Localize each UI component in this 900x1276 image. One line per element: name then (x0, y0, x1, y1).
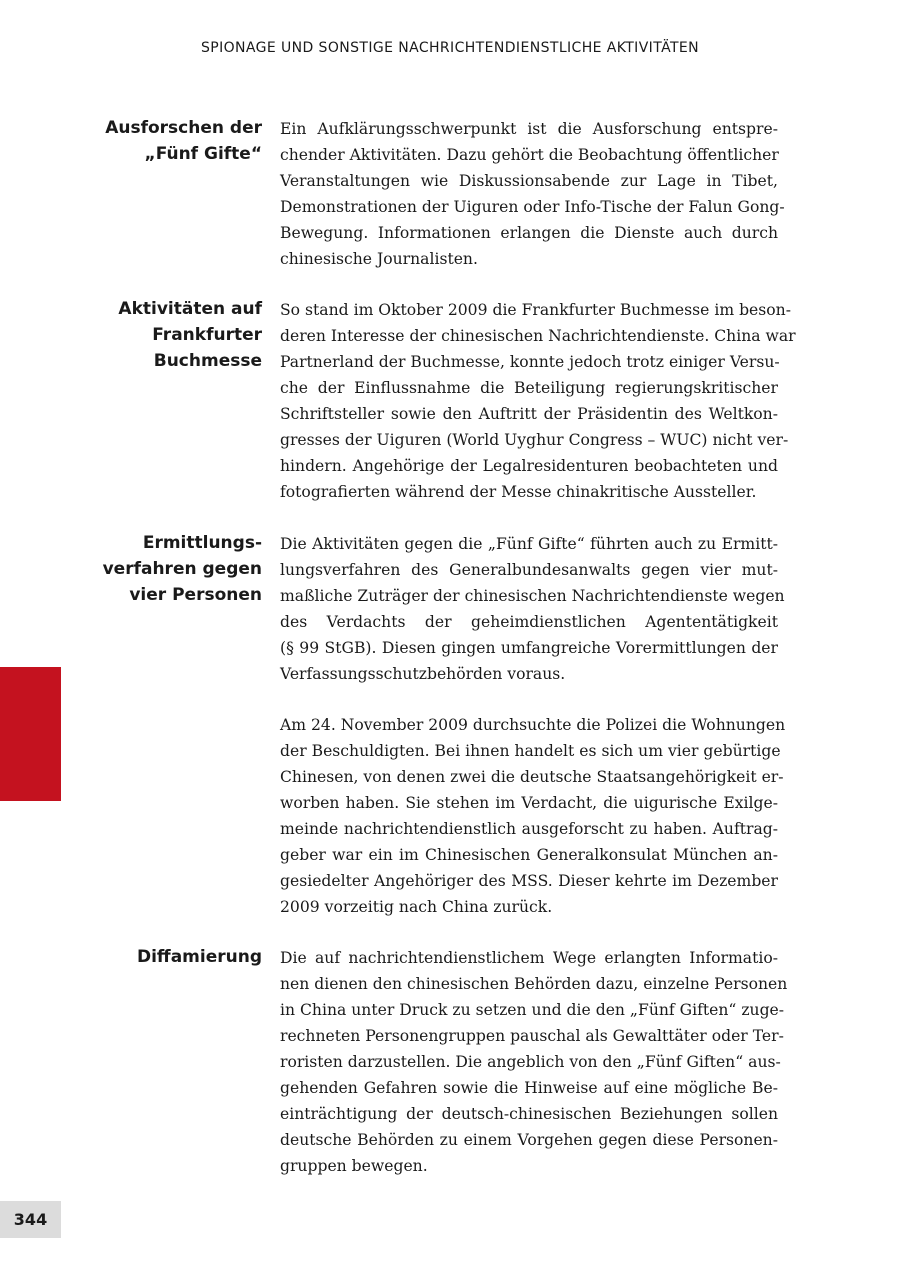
text-line: lungsverfahren des Generalbundesanwalts gegen vier mut- (280, 561, 778, 579)
text-line: fotografierten während der Messe chinakritische Aussteller. (280, 483, 757, 501)
text-line: rechneten Personengruppen pauschal als Gewalttäter oder Ter- (280, 1027, 784, 1045)
text-line: Schriftsteller sowie den Auftritt der Präsidentin des Weltkon- (280, 405, 778, 423)
paragraph-ermittlungsverfahren (280, 531, 785, 687)
side-heading-line: vier Personen (129, 585, 262, 605)
text-line: Veranstaltungen wie Diskussionsabende zur Lage in Tibet, (280, 172, 778, 190)
side-heading-line: verfahren gegen (102, 559, 262, 579)
text-line: deutsche Behörden zu einem Vorgehen gegen diese Personen- (280, 1131, 778, 1149)
text-line: Am 24. November 2009 durchsuchte die Polizei die Wohnungen (280, 716, 786, 734)
running-header: SPIONAGE UND SONSTIGE NACHRICHTENDIENSTLICHE AKTIVITÄTEN (200, 40, 700, 56)
paragraph-buchmesse (280, 297, 796, 505)
text-line: gresses der Uiguren (World Uyghur Congress – WUC) nicht ver- (280, 431, 789, 449)
text-line: chinesische Journalisten. (280, 250, 478, 268)
side-heading-line: Frankfurter (152, 325, 262, 345)
text-line: Chinesen, von denen zwei die deutsche Staatsangehörigkeit er- (280, 768, 784, 786)
side-heading-line: „Fünf Gifte“ (144, 144, 262, 164)
text-line: Verfassungsschutzbehörden voraus. (280, 665, 566, 683)
text-line: hindern. Angehörige der Legalresidenturen beobachteten und (280, 457, 778, 475)
text-line: der Beschuldigten. Bei ihnen handelt es sich um vier gebürtige (280, 742, 781, 760)
side-heading-ausforschen (60, 115, 262, 167)
text-line: einträchtigung der deutsch-chinesischen Beziehungen sollen (280, 1105, 778, 1123)
paragraph-diffamierung (280, 945, 788, 1179)
side-heading-line: Diffamierung (136, 947, 262, 967)
page-number: 344 (13, 1210, 48, 1229)
text-line: roristen darzustellen. Die angeblich von den „Fünf Giften“ aus- (280, 1053, 781, 1071)
text-line: chender Aktivitäten. Dazu gehört die Beobachtung öffentlicher (280, 146, 779, 164)
side-heading-ermittlungsverfahren (60, 530, 262, 608)
text-line: Ein Aufklärungsschwerpunkt ist die Ausforschung entspre- (280, 120, 778, 138)
text-line: in China unter Druck zu setzen und die den „Fünf Giften“ zuge- (280, 1001, 785, 1019)
paragraph-durchsuchung (280, 712, 786, 920)
text-line: Bewegung. Informationen erlangen die Dienste auch durch (280, 224, 778, 242)
text-line: 2009 vorzeitig nach China zurück. (280, 898, 553, 916)
side-heading-line: Ermittlungs- (142, 533, 262, 553)
text-line: worben haben. Sie stehen im Verdacht, die uigurische Exilge- (280, 794, 778, 812)
side-heading-line: Ausforschen der (105, 118, 262, 138)
side-heading-diffamierung (60, 944, 262, 970)
text-line: che der Einflussnahme die Beteiligung regierungskritischer (280, 379, 778, 397)
side-heading-buchmesse (60, 296, 262, 374)
text-line: nen dienen den chinesischen Behörden dazu, einzelne Personen (280, 975, 788, 993)
text-line: (§ 99 StGB). Diesen gingen umfangreiche Vorermittlungen der (280, 639, 778, 657)
text-line: meinde nachrichtendienstlich ausgeforscht zu haben. Auftrag- (280, 820, 778, 838)
text-line: gruppen bewegen. (280, 1157, 428, 1175)
text-line: deren Interesse der chinesischen Nachrichtendienste. China war (280, 327, 796, 345)
text-line: Demonstrationen der Uiguren oder Info-Tische der Falun Gong- (280, 198, 785, 216)
side-heading-line: Aktivitäten auf (118, 299, 262, 319)
text-line: So stand im Oktober 2009 die Frankfurter Buchmesse im beson- (280, 301, 791, 319)
text-line: Die Aktivitäten gegen die „Fünf Gifte“ führten auch zu Ermitt- (280, 535, 778, 553)
text-line: des Verdachts der geheimdienstlichen Agententätigkeit (280, 613, 778, 631)
text-line: Partnerland der Buchmesse, konnte jedoch trotz einiger Versu- (280, 353, 780, 371)
text-line: geber war ein im Chinesischen Generalkonsulat München an- (280, 846, 778, 864)
side-heading-line: Buchmesse (153, 351, 262, 371)
chapter-color-tab (0, 667, 61, 801)
text-line: maßliche Zuträger der chinesischen Nachrichtendienste wegen (280, 587, 785, 605)
paragraph-ausforschen (280, 116, 785, 272)
text-line: gesiedelter Angehöriger des MSS. Dieser kehrte im Dezember (280, 872, 778, 890)
text-line: gehenden Gefahren sowie die Hinweise auf eine mögliche Be- (280, 1079, 778, 1097)
text-line: Die auf nachrichtendienstlichem Wege erlangten Informatio- (280, 949, 778, 967)
